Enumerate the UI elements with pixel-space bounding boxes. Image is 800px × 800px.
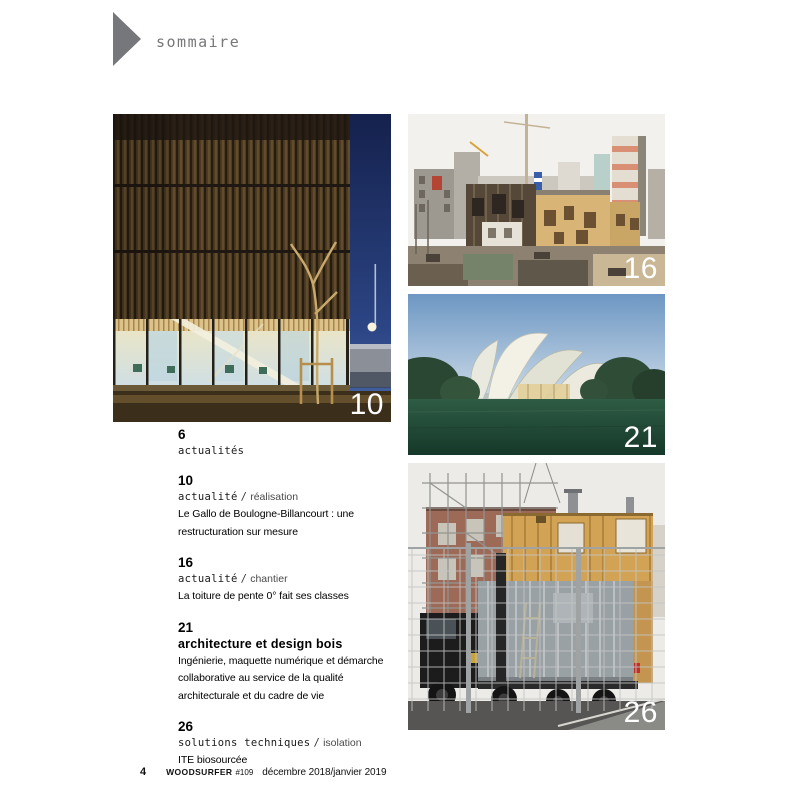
toc-entry-realisation [178, 472, 406, 541]
toc-entry-category-sub: réalisation [250, 491, 299, 503]
toc-entry-category-separator: / [313, 737, 321, 749]
toc-entry-page-number: 6 [178, 427, 186, 442]
toc-entry-category-main: actualité [178, 573, 238, 585]
toc-entry-title: Ingénierie, maquette numérique et démarche collaborative au service de la qualité architecturale et du cadre de vie [178, 654, 384, 702]
photo-construction-site [408, 114, 665, 286]
page-footer [140, 766, 386, 778]
toc-entry-page-number: 21 [178, 619, 194, 635]
toc-entry-isolation [178, 718, 406, 770]
footer-magazine-name: WOODSURFER [166, 767, 233, 777]
toc-entry-page-number: 16 [178, 555, 194, 570]
toc-entry-category-separator: / [240, 491, 248, 503]
photo-page-number: 21 [623, 421, 658, 454]
footer-issue-number: #109 [235, 768, 254, 777]
toc-entry-architecture [178, 619, 406, 706]
toc-entry-category: architecture et design bois [178, 636, 343, 651]
footer-page-number: 4 [140, 766, 147, 778]
footer-issue-date: décembre 2018/janvier 2019 [262, 767, 387, 778]
toc-entry-title: ITE biosourcée [178, 754, 248, 766]
photo-glass-sails-building [408, 294, 665, 455]
photo-page-number: 16 [623, 252, 658, 285]
toc-entry-category-main: actualité [178, 491, 238, 503]
toc-entry-chantier [178, 554, 406, 606]
toc-entry-actualites [178, 426, 406, 459]
photo-page-number: 10 [349, 388, 384, 421]
toc-entry-page-number: 10 [178, 473, 194, 488]
toc-entry-category-sub: chantier [250, 573, 288, 585]
toc-entry-page-number: 26 [178, 719, 194, 734]
toc-entry-title: La toiture de pente 0° fait ses classes [178, 590, 349, 602]
toc-entry-category [178, 571, 406, 587]
photo-page-number: 26 [623, 696, 658, 729]
toc-entry-category [178, 489, 406, 505]
toc-entry-category-main: actualités [178, 445, 245, 457]
arrow-right-icon [113, 12, 141, 66]
prefab-delivery-illustration [408, 463, 665, 730]
toc-entry-category [178, 443, 406, 459]
photo-prefab-panel-delivery [408, 463, 665, 730]
page-title: sommaire [156, 33, 241, 51]
photo-timber-building-night [113, 114, 391, 422]
toc-entry-title: Le Gallo de Boulogne-Billancourt : une restructuration sur mesure [178, 508, 354, 538]
toc-entry-category-sub: isolation [323, 737, 362, 749]
toc-list [178, 426, 406, 783]
toc-entry-category-separator: / [240, 573, 248, 585]
toc-entry-category-main: solutions techniques [178, 737, 311, 749]
timber-building-illustration [113, 114, 391, 422]
toc-entry-category [178, 735, 406, 751]
